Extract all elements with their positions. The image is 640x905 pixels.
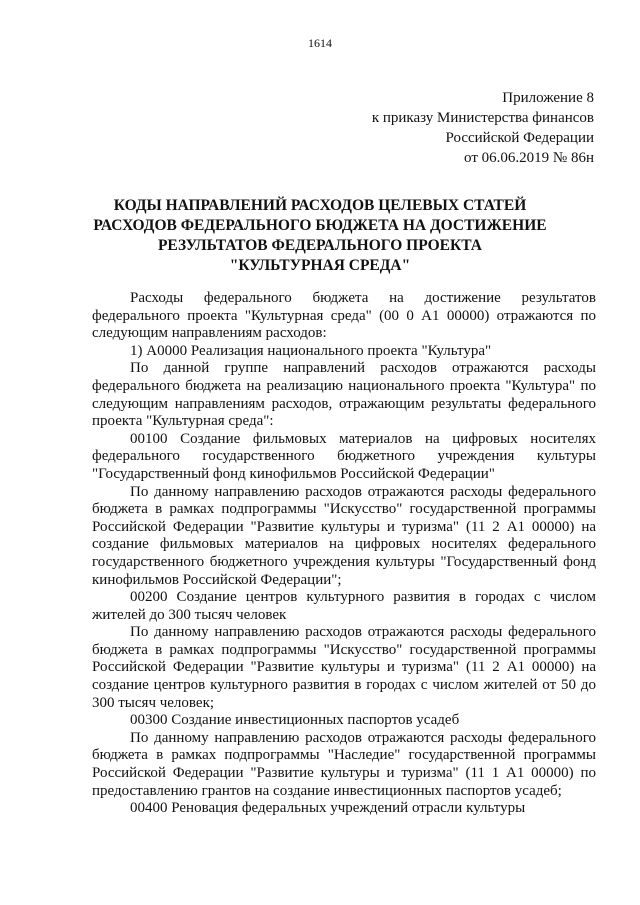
paragraph-code-00100: 00100 Создание фильмовых материалов на цифровых носителях федерального государственного бюджетного учреждения культуры "Государственный фонд кинофильмов Российской Федерации": [92, 430, 596, 482]
paragraph-section-a0000-desc: По данной группе направлений расходов отражаются расходы федерального бюджета на реализацию национального проекта "Культура" по следующим направлениям расходов, отражающим результаты федерального проекта "Культурная среда":: [92, 360, 596, 430]
appendix-number: Приложение 8: [502, 90, 594, 106]
paragraph-code-00300-desc: По данному направлению расходов отражаются расходы федерального бюджета в рамках подпрограммы "Наследие" государственной программы Российской Федерации "Развитие культуры и туризма" (11 1 А1 00000) по предоставлению грантов на создание инвестиционных паспортов усадеб;: [92, 729, 596, 799]
title-line-1: КОДЫ НАПРАВЛЕНИЙ РАСХОДОВ ЦЕЛЕВЫХ СТАТЕЙ: [113, 197, 527, 214]
paragraph-section-a0000: 1) А0000 Реализация национального проекта "Культура": [130, 342, 492, 359]
appendix-date-number: от 06.06.2019 № 86н: [464, 150, 594, 166]
appendix-header: [304, 88, 594, 168]
paragraph-code-00100-desc: По данному направлению расходов отражаются расходы федерального бюджета в рамках подпрограммы "Искусство" государственной программы Российской Федерации "Развитие культуры и туризма" (11 2 А1 00000) на создание фильмовых материалов на цифровых носителях федерального государственного бюджетного учреждения культуры "Государственный фонд кинофильмов Российской Федерации";: [92, 483, 596, 588]
title-line-2: РАСХОДОВ ФЕДЕРАЛЬНОГО БЮДЖЕТА НА ДОСТИЖЕНИЕ: [93, 217, 547, 234]
page-number: 1614: [308, 36, 332, 50]
appendix-order-ref: к приказу Министерства финансов: [371, 110, 594, 126]
paragraph-code-00200: 00200 Создание центров культурного развития в городах с числом жителей до 300 тысяч человек: [92, 589, 596, 623]
document-body: [92, 290, 596, 818]
paragraph-code-00300: 00300 Создание инвестиционных паспортов усадеб: [130, 712, 460, 729]
document-title: [60, 196, 580, 276]
appendix-ministry: Российской Федерации: [445, 130, 594, 146]
paragraph-code-00200-desc: По данному направлению расходов отражаются расходы федерального бюджета в рамках подпрограммы "Искусство" государственной программы Российской Федерации "Развитие культуры и туризма" (11 2 А1 00000) на создание центров культурного развития в городах с числом жителей от 50 до 300 тысяч человек;: [92, 624, 596, 711]
paragraph-intro: Расходы федерального бюджета на достижение результатов федерального проекта "Культурная среда" (00 0 А1 00000) отражаются по следующим направлениям расходов:: [92, 290, 596, 342]
title-line-3: РЕЗУЛЬТАТОВ ФЕДЕРАЛЬНОГО ПРОЕКТА: [157, 237, 483, 254]
paragraph-code-00400: 00400 Реновация федеральных учреждений отрасли культуры: [130, 800, 526, 817]
title-line-4: "КУЛЬТУРНАЯ СРЕДА": [229, 257, 411, 274]
